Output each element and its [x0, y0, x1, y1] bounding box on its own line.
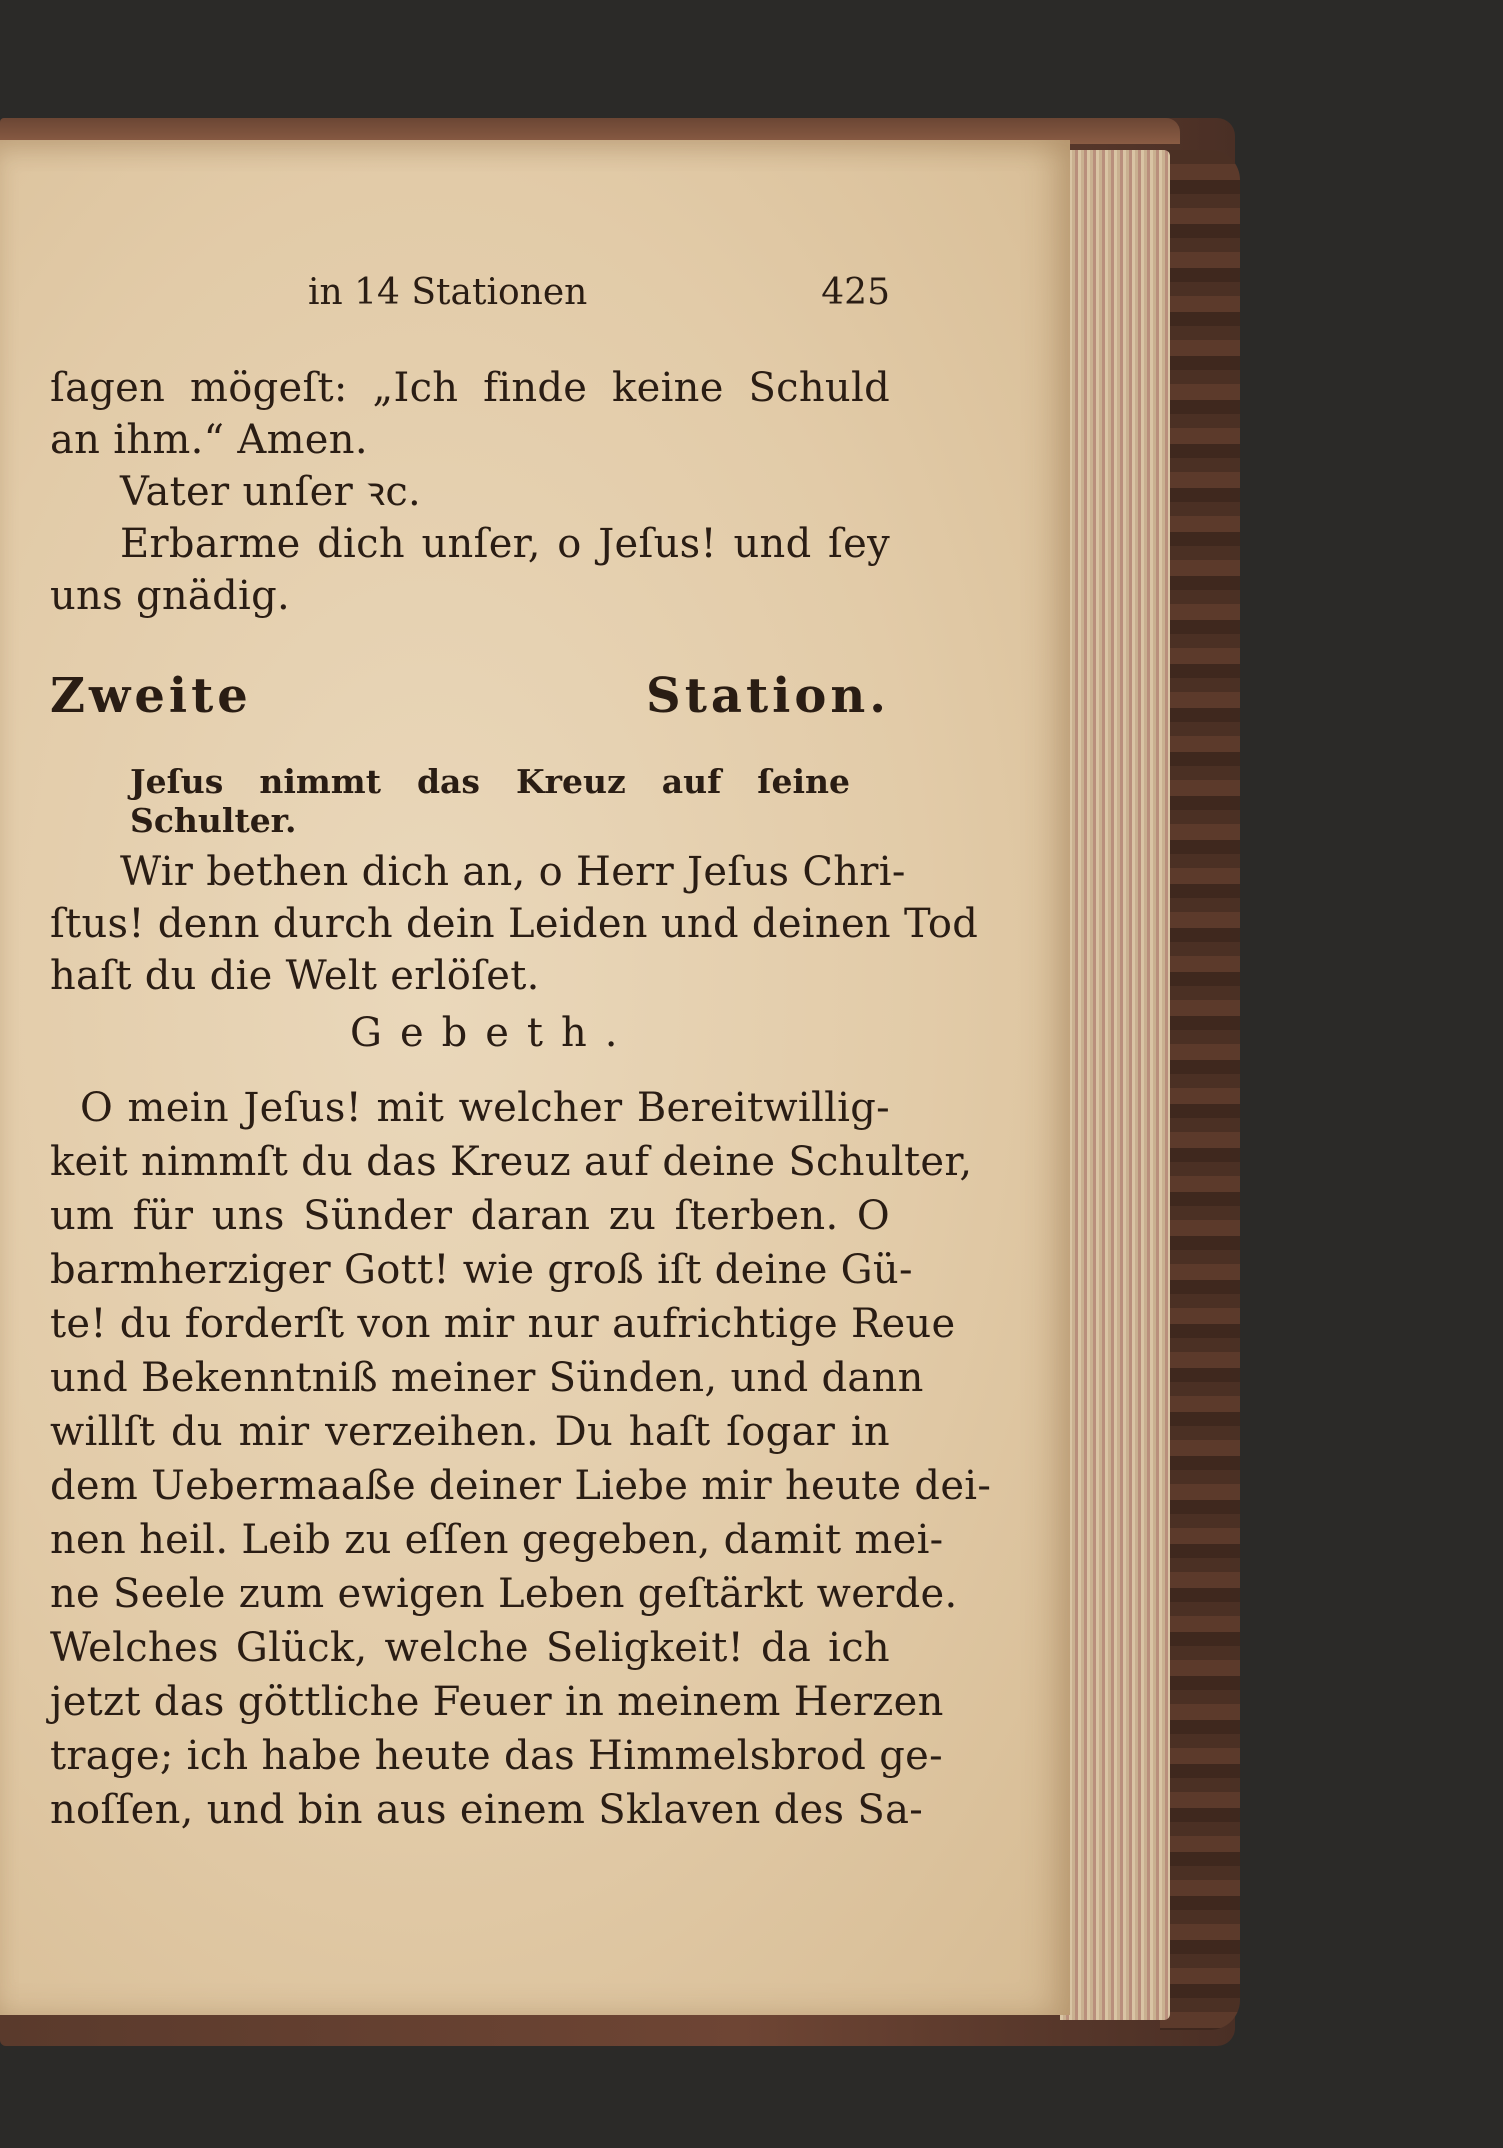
- book-spine: [1160, 150, 1240, 2030]
- text-line: willſt du mir verzeihen. Du haſt ſogar in: [50, 1409, 890, 1455]
- running-title: in 14 Stationen: [308, 272, 588, 313]
- text-line: trage; ich habe heute das Himmelsbrod ge-: [50, 1733, 943, 1779]
- text-line: ſagen mögeſt: „Ich finde keine Schuld: [50, 365, 890, 411]
- text-line: barmherziger Gott! wie groß iſt deine Gü-: [50, 1247, 913, 1293]
- page-header: [50, 272, 890, 316]
- text-line: dem Uebermaaße deiner Liebe mir heute dei-: [50, 1463, 992, 1509]
- text-line: ſtus! denn durch dein Leiden und deinen Tod: [50, 901, 979, 947]
- text-line: um für uns Sünder daran zu ſterben. O: [50, 1193, 890, 1239]
- station-heading: Zweite Station.: [50, 668, 890, 724]
- text-line: noſſen, und bin aus einem Sklaven des Sa-: [50, 1787, 924, 1833]
- text-line: und Bekenntniß meiner Sünden, und dann: [50, 1355, 924, 1401]
- prayer-heading: Gebeth.: [350, 1010, 636, 1056]
- text-line: te! du forderſt von mir nur aufrichtige Reue: [50, 1301, 956, 1347]
- text-line: Welches Glück, welche Seligkeit! da ich: [50, 1625, 890, 1671]
- text-line: O mein Jeſus! mit welcher Bereitwillig-: [80, 1085, 890, 1131]
- text-line: Wir bethen dich an, o Herr Jeſus Chri-: [120, 849, 906, 895]
- page-edges: [1060, 150, 1170, 2020]
- text-line: Erbarme dich unſer, o Jeſus! und ſey: [120, 521, 890, 567]
- text-line: an ihm.“ Amen.: [50, 417, 368, 463]
- page-number: 425: [821, 272, 890, 313]
- text-line: haſt du die Welt erlöſet.: [50, 953, 540, 999]
- text-line: uns gnädig.: [50, 573, 290, 619]
- text-line: ne Seele zum ewigen Leben geſtärkt werde.: [50, 1571, 958, 1617]
- text-line: jetzt das göttliche Feuer in meinem Herzen: [50, 1679, 944, 1725]
- text-line: Vater unſer ꝛc.: [120, 469, 422, 515]
- station-subtitle: Jeſus nimmt das Kreuz auf ſeine Schulter.: [130, 762, 850, 840]
- text-line: nen heil. Leib zu eſſen gegeben, damit mei-: [50, 1517, 944, 1563]
- text-line: keit nimmſt du das Kreuz auf deine Schulter,: [50, 1139, 973, 1185]
